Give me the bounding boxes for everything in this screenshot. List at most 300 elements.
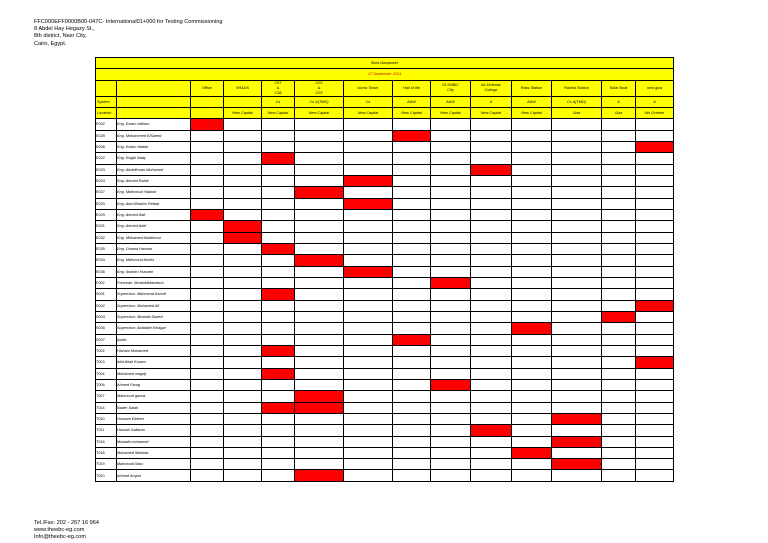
staff-name: Supervisor. Mahmoud Ashraf [117, 289, 191, 300]
assignment-cell [191, 175, 224, 186]
staff-name: Ahmed Amjad [117, 470, 191, 481]
assignment-cell [224, 130, 262, 141]
assignment-cell [191, 357, 224, 368]
assignment-cell [512, 164, 552, 175]
assignment-cell-filled [191, 209, 224, 220]
assignment-cell [471, 255, 512, 266]
table-row [96, 345, 674, 356]
staff-name: Supervisor. Mohamed Ali [117, 300, 191, 311]
assignment-cell [224, 357, 262, 368]
assignment-cell [262, 187, 295, 198]
assignment-cell [344, 334, 393, 345]
assignment-cell [224, 368, 262, 379]
assignment-cell [512, 357, 552, 368]
footer-line: www.theebc-eg.com [34, 527, 85, 534]
table-row [96, 198, 674, 209]
assignment-cell [393, 459, 431, 470]
assignment-cell [224, 119, 262, 130]
assignment-cell [224, 266, 262, 277]
assignment-cell-filled [552, 436, 602, 447]
assignment-cell [295, 175, 344, 186]
assignment-cell [262, 425, 295, 436]
assignment-cell [636, 289, 674, 300]
assignment-cell [471, 323, 512, 334]
assignment-cell [512, 311, 552, 322]
assignment-cell [552, 164, 602, 175]
assignment-cell [471, 459, 512, 470]
assignment-cell [552, 289, 602, 300]
site-name: OLYMBIC City [442, 83, 459, 93]
assignment-cell [471, 130, 512, 141]
assignment-cell [636, 447, 674, 458]
assignment-cell [552, 243, 602, 254]
assignment-cell [295, 425, 344, 436]
staff-code: S004 [96, 311, 117, 322]
assignment-cell [224, 300, 262, 311]
assignment-cell [191, 447, 224, 458]
staff-code: F002 [96, 277, 117, 288]
assignment-cell [262, 334, 295, 345]
assignment-cell [344, 436, 393, 447]
assignment-cell [191, 232, 224, 243]
site-name: Iconic Tower [357, 85, 379, 90]
assignment-cell [191, 130, 224, 141]
staff-code: T014 [96, 402, 117, 413]
assignment-cell-filled [552, 459, 602, 470]
assignment-cell-filled [295, 255, 344, 266]
assignment-cell [431, 402, 471, 413]
site-name: Rass Station [520, 85, 543, 90]
assignment-cell-filled [471, 164, 512, 175]
staff-name: Eng. Abd Alhakim Refaat [117, 198, 191, 209]
assignment-cell [344, 357, 393, 368]
assignment-cell-filled [344, 175, 393, 186]
site-name: Hall of life [403, 85, 420, 90]
table-row [96, 175, 674, 186]
staff-name: Ahmed Farag [117, 379, 191, 390]
assignment-cell [344, 130, 393, 141]
staff-name: Eng. Mohammed ElSaeed [117, 130, 191, 141]
assignment-cell [344, 402, 393, 413]
assignment-cell [344, 232, 393, 243]
assignment-cell [636, 221, 674, 232]
staff-name: Foreman. MustafaMandouh [117, 277, 191, 288]
assignment-cell [262, 209, 295, 220]
assignment-cell [393, 413, 431, 424]
staff-name: Mahmoud Nasr [117, 459, 191, 470]
assignment-cell [431, 164, 471, 175]
staff-code: E024 [96, 175, 117, 186]
assignment-cell [295, 141, 344, 152]
assignment-cell [471, 209, 512, 220]
site-location: New Capital [431, 107, 471, 118]
assignment-cell [344, 141, 393, 152]
table-row [96, 277, 674, 288]
assignment-cell [602, 232, 636, 243]
assignment-cell [191, 413, 224, 424]
staff-code: T006 [96, 379, 117, 390]
assignment-cell [191, 379, 224, 390]
assignment-cell [552, 175, 602, 186]
assignment-cell [224, 402, 262, 413]
assignment-cell [344, 345, 393, 356]
assignment-cell [602, 243, 636, 254]
assignment-cell [224, 141, 262, 152]
staff-name: Eng. Abdelfrman Mohamed [117, 164, 191, 175]
staff-code: E034 [96, 255, 117, 266]
site-name: Solar Boat [609, 85, 628, 90]
staff-code: T010 [96, 413, 117, 424]
staff-name: Mohamed magdy [117, 368, 191, 379]
staff-name: Nader Salah [117, 402, 191, 413]
assignment-cell-filled [262, 368, 295, 379]
assignment-cell [512, 141, 552, 152]
staff-name: Eng. Mahmoud Yaakob [117, 187, 191, 198]
assignment-cell [512, 232, 552, 243]
assignment-cell [602, 266, 636, 277]
site-header [191, 80, 224, 96]
staff-name: Eng. Mahmoud Amies [117, 255, 191, 266]
assignment-cell [431, 243, 471, 254]
assignment-cell [471, 300, 512, 311]
assignment-cell [471, 379, 512, 390]
assignment-cell [393, 425, 431, 436]
staff-name: Eng. Mohamed Abdelnour [117, 232, 191, 243]
assignment-cell-filled [224, 221, 262, 232]
assignment-cell [431, 153, 471, 164]
assignment-cell [552, 391, 602, 402]
sheet-date: 17 September 2024 [367, 72, 402, 77]
assignment-cell [295, 300, 344, 311]
assignment-cell [431, 175, 471, 186]
assignment-cell [636, 266, 674, 277]
assignment-cell [431, 232, 471, 243]
assignment-cell [602, 141, 636, 152]
assignment-cell [512, 300, 552, 311]
assignment-cell [191, 187, 224, 198]
table-row [96, 232, 674, 243]
staff-name: Mohamed Mokhtar [117, 447, 191, 458]
assignment-cell [191, 345, 224, 356]
assignment-cell-filled [602, 311, 636, 322]
assignment-cell [262, 311, 295, 322]
assignment-cell [393, 311, 431, 322]
site-system: A [636, 96, 674, 107]
assignment-cell [552, 130, 602, 141]
site-location: Giza [552, 107, 602, 118]
table-row [96, 311, 674, 322]
assignment-cell [224, 209, 262, 220]
assignment-cell [393, 436, 431, 447]
staff-code: T016 [96, 436, 117, 447]
assignment-cell [431, 209, 471, 220]
assignment-cell-filled [295, 187, 344, 198]
assignment-cell [471, 470, 512, 481]
table-row [96, 323, 674, 334]
assignment-cell [552, 153, 602, 164]
site-location: New Capital [471, 107, 512, 118]
assignment-cell [512, 470, 552, 481]
assignment-cell [602, 323, 636, 334]
assignment-cell [262, 447, 295, 458]
staff-code: T002 [96, 345, 117, 356]
assignment-cell [471, 447, 512, 458]
footer-line: Info@theebc-eg.com [34, 534, 87, 541]
assignment-cell [344, 300, 393, 311]
assignment-cell [262, 413, 295, 424]
site-system [191, 96, 224, 107]
assignment-cell [224, 436, 262, 447]
assignment-cell [431, 198, 471, 209]
assignment-cell-filled [344, 266, 393, 277]
assignment-cell [224, 311, 262, 322]
assignment-cell-filled [431, 379, 471, 390]
assignment-cell [431, 447, 471, 458]
assignment-cell [431, 470, 471, 481]
assignment-cell [224, 277, 262, 288]
staff-code: S002 [96, 300, 117, 311]
assignment-cell [602, 413, 636, 424]
assignment-cell [393, 153, 431, 164]
table-row [96, 153, 674, 164]
assignment-cell-filled [262, 243, 295, 254]
assignment-cell [602, 300, 636, 311]
assignment-cell-filled [393, 334, 431, 345]
site-location [191, 107, 224, 118]
assignment-cell [431, 345, 471, 356]
assignment-cell [636, 232, 674, 243]
assignment-cell [471, 289, 512, 300]
staff-code: S006 [96, 323, 117, 334]
assignment-cell [295, 164, 344, 175]
assignment-cell [471, 345, 512, 356]
assignment-cell [471, 153, 512, 164]
assignment-cell [262, 277, 295, 288]
staff-code: T003 [96, 357, 117, 368]
assignment-cell [224, 243, 262, 254]
site-system: Cs &(TMD) [295, 96, 344, 107]
manpower-table [95, 57, 674, 482]
assignment-cell [512, 402, 552, 413]
header-line: Cairo, Egypt. [34, 40, 67, 47]
table-row [96, 164, 674, 175]
assignment-cell [471, 141, 512, 152]
site-system: A [471, 96, 512, 107]
site-name: Office [202, 85, 212, 90]
assignment-cell [431, 425, 471, 436]
staff-code: T020 [96, 470, 117, 481]
assignment-cell [344, 459, 393, 470]
assignment-cell [262, 266, 295, 277]
assignment-cell [393, 379, 431, 390]
assignment-cell [431, 323, 471, 334]
table-row [96, 379, 674, 390]
assignment-cell [512, 436, 552, 447]
site-location: New Capital [512, 107, 552, 118]
assignment-cell [602, 289, 636, 300]
staff-code: S007 [96, 334, 117, 345]
assignment-cell [344, 323, 393, 334]
assignment-cell [393, 368, 431, 379]
assignment-cell-filled [262, 345, 295, 356]
staff-code: T011 [96, 425, 117, 436]
staff-name: Eng. Osama Hassan [117, 243, 191, 254]
site-system: Cs &(TMD) [552, 96, 602, 107]
assignment-cell [512, 368, 552, 379]
assignment-cell [262, 141, 295, 152]
assignment-cell [295, 130, 344, 141]
assignment-cell [344, 425, 393, 436]
assignment-cell [602, 391, 636, 402]
site-system [224, 96, 262, 107]
assignment-cell [295, 447, 344, 458]
assignment-cell [602, 175, 636, 186]
assignment-cell [344, 164, 393, 175]
assignment-cell [636, 391, 674, 402]
assignment-cell [431, 187, 471, 198]
site-system: A&W [512, 96, 552, 107]
meta-spacer [117, 96, 191, 107]
assignment-cell [512, 425, 552, 436]
assignment-cell [393, 209, 431, 220]
assignment-cell [602, 436, 636, 447]
assignment-cell [602, 164, 636, 175]
assignment-cell [224, 391, 262, 402]
assignment-cell [552, 447, 602, 458]
table-row [96, 436, 674, 447]
assignment-cell [636, 345, 674, 356]
assignment-cell [431, 436, 471, 447]
assignment-cell [602, 379, 636, 390]
staff-code: E025 [96, 130, 117, 141]
assignment-cell [636, 379, 674, 390]
assignment-cell [224, 323, 262, 334]
assignment-cell [191, 311, 224, 322]
assignment-cell [552, 402, 602, 413]
assignment-cell [344, 368, 393, 379]
site-header [471, 80, 512, 96]
assignment-cell [636, 243, 674, 254]
assignment-cell-filled [636, 141, 674, 152]
assignment-cell [344, 289, 393, 300]
assignment-cell [191, 243, 224, 254]
assignment-cell [636, 413, 674, 424]
assignment-cell [512, 221, 552, 232]
assignment-cell [636, 175, 674, 186]
assignment-cell-filled [393, 130, 431, 141]
site-name: C02 & C03 [315, 80, 323, 95]
staff-code: E032 [96, 232, 117, 243]
footer-line: Tel./Fax: 202 - 267 16 964 [34, 520, 99, 526]
assignment-cell [636, 198, 674, 209]
assignment-cell [471, 311, 512, 322]
table-row [96, 266, 674, 277]
table-row [96, 447, 674, 458]
staff-name: Eng. Ragib Nady [117, 153, 191, 164]
staff-name: Eng. Ahmed Alaf [117, 209, 191, 220]
staff-code: E002 [96, 119, 117, 130]
assignment-cell [512, 277, 552, 288]
assignment-cell [393, 277, 431, 288]
assignment-cell [552, 221, 602, 232]
site-system: A&W [431, 96, 471, 107]
table-row [96, 368, 674, 379]
assignment-cell [344, 255, 393, 266]
table-row [96, 221, 674, 232]
assignment-cell [224, 187, 262, 198]
assignment-cell [552, 232, 602, 243]
assignment-cell [602, 470, 636, 481]
table-row [96, 209, 674, 220]
assignment-cell [262, 459, 295, 470]
assignment-cell [602, 334, 636, 345]
assignment-cell [393, 243, 431, 254]
assignment-cell [512, 266, 552, 277]
assignment-cell [295, 379, 344, 390]
staff-name: Hassan Sallama [117, 425, 191, 436]
assignment-cell [636, 470, 674, 481]
assignment-cell [344, 379, 393, 390]
assignment-cell [262, 164, 295, 175]
assignment-cell [295, 459, 344, 470]
assignment-cell [552, 141, 602, 152]
assignment-cell [431, 300, 471, 311]
assignment-cell [431, 459, 471, 470]
assignment-cell [431, 266, 471, 277]
table-row [96, 187, 674, 198]
assignment-cell [431, 311, 471, 322]
table-row [96, 391, 674, 402]
assignment-cell [552, 379, 602, 390]
staff-code: E023 [96, 164, 117, 175]
assignment-cell [191, 368, 224, 379]
site-system: Cs [262, 96, 295, 107]
assignment-cell-filled [295, 391, 344, 402]
sheet-date-cell [96, 69, 674, 80]
staff-code: E029 [96, 209, 117, 220]
staff-name: Eng. Ahmed Adel [117, 221, 191, 232]
assignment-cell [224, 289, 262, 300]
assignment-cell [552, 368, 602, 379]
assignment-cell [512, 379, 552, 390]
assignment-cell [262, 470, 295, 481]
assignment-cell [393, 221, 431, 232]
staff-name: Eng. Eslam Adham [117, 119, 191, 130]
header-spacer [117, 80, 191, 96]
assignment-cell [344, 209, 393, 220]
assignment-cell [552, 277, 602, 288]
assignment-cell-filled [295, 470, 344, 481]
site-header [344, 80, 393, 96]
assignment-cell [295, 311, 344, 322]
staff-name: Aadis [117, 334, 191, 345]
site-name: new giza [647, 85, 662, 90]
assignment-cell [512, 391, 552, 402]
assignment-cell [636, 402, 674, 413]
assignment-cell [224, 425, 262, 436]
staff-code: E022 [96, 153, 117, 164]
assignment-cell [295, 413, 344, 424]
assignment-cell [191, 459, 224, 470]
assignment-cell [393, 402, 431, 413]
assignment-cell [344, 153, 393, 164]
assignment-cell [552, 255, 602, 266]
assignment-cell [393, 119, 431, 130]
site-header [552, 80, 602, 96]
assignment-cell [552, 198, 602, 209]
staff-code: S001 [96, 289, 117, 300]
site-name: C07 & C38 [274, 80, 282, 95]
